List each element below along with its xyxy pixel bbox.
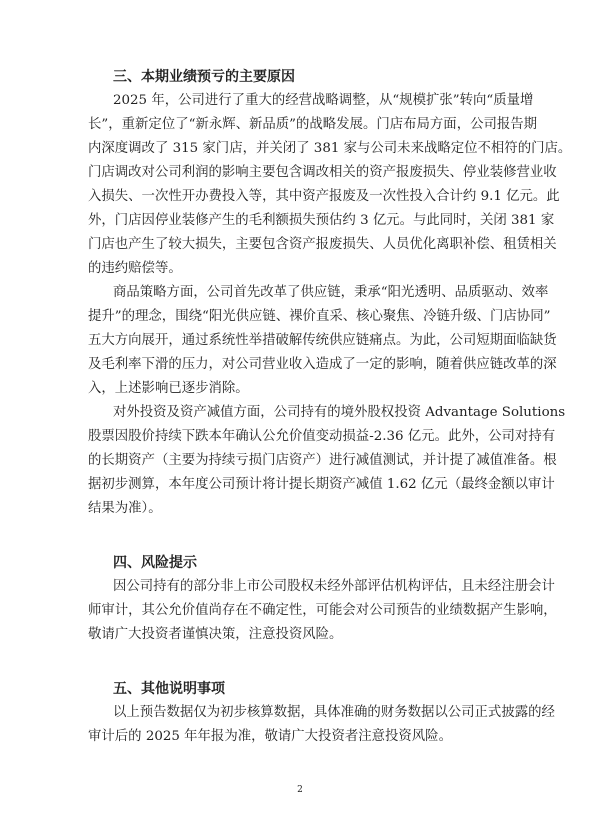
text-line: 内深度调改了 315 家门店，并关闭了 381 家与公司未来战略定位不相符的门店。 [88, 141, 572, 156]
section-heading: 三、本期业绩预亏的主要原因 [113, 69, 295, 85]
text-line: 商品策略方面，公司首先改革了供应链，秉承“阳光透明、品质驱动、效率 [113, 285, 549, 300]
text-line: 五大方向展开，通过系统性举措破解传统供应链痛点。为此，公司短期面临缺货 [88, 333, 557, 348]
paragraph [88, 89, 572, 281]
text-line: 长”，重新定位了“新永辉、新品质”的战略发展。门店布局方面，公司报告期 [88, 117, 538, 132]
text-line: 的长期资产（主要为持续亏损门店资产）进行减值测试，并计提了减值准备。根 [88, 453, 557, 468]
text-line: 及毛利率下滑的压力，对公司营业收入造成了一定的影响，随着供应链改革的深 [88, 357, 557, 372]
paragraph [88, 701, 555, 749]
text-line: 对外投资及资产减值方面，公司持有的境外股权投资 Advantage Solutions [113, 405, 566, 420]
section [88, 677, 555, 749]
section-heading: 五、其他说明事项 [113, 681, 225, 697]
paragraph [88, 281, 557, 401]
text-line: 提升”的理念，围绕“阳光供应链、裸价直采、核心聚焦、冷链升级、门店协同” [88, 309, 551, 324]
text-line: 入损失、一次性开办费投入等，其中资产报废及一次性投入合计约 9.1 亿元。此 [88, 189, 560, 204]
paragraph [88, 575, 557, 647]
text-line: 2025 年，公司进行了重大的经营战略调整，从“规模扩张”转向“质量增 [113, 93, 534, 108]
text-line: 师审计，其公允价值尚存在不确定性，可能会对公司预告的业绩数据产生影响， [88, 603, 557, 618]
paragraph [88, 401, 566, 521]
text-line: 外，门店因停业装修产生的毛利额损失预估约 3 亿元。与此同时，关闭 381 家 [88, 213, 555, 228]
text-line: 以上预告数据仅为初步核算数据，具体准确的财务数据以公司正式披露的经 [113, 705, 555, 720]
text-line: 因公司持有的部分非上市公司股权未经外部评估机构评估，且未经注册会计 [113, 579, 555, 594]
section [88, 65, 572, 521]
section [88, 551, 557, 647]
text-line: 结果为准）。 [88, 501, 162, 516]
text-line: 的违约赔偿等。 [88, 261, 182, 276]
text-line: 股票因股价持续下跌本年确认公允价值变动损益-2.36 亿元。此外，公司对持有 [88, 429, 556, 444]
text-line: 入，上述影响已逐步消除。 [88, 381, 249, 396]
section-heading: 四、风险提示 [113, 555, 197, 571]
text-line: 据初步测算，本年度公司预计将计提长期资产减值 1.62 亿元（最终金额以审计 [88, 477, 555, 492]
text-line: 敬请广大投资者谨慎决策，注意投资风险。 [88, 627, 343, 642]
text-line: 审计后的 2025 年年报为准，敬请广大投资者注意投资风险。 [88, 729, 452, 744]
text-line: 门店也产生了较大损失，主要包含资产报废损失、人员优化离职补偿、租赁相关 [88, 237, 557, 252]
page-number: 2 [297, 785, 303, 795]
text-line: 门店调改对公司利润的影响主要包含调改相关的资产报废损失、停业装修营业收 [88, 165, 557, 180]
